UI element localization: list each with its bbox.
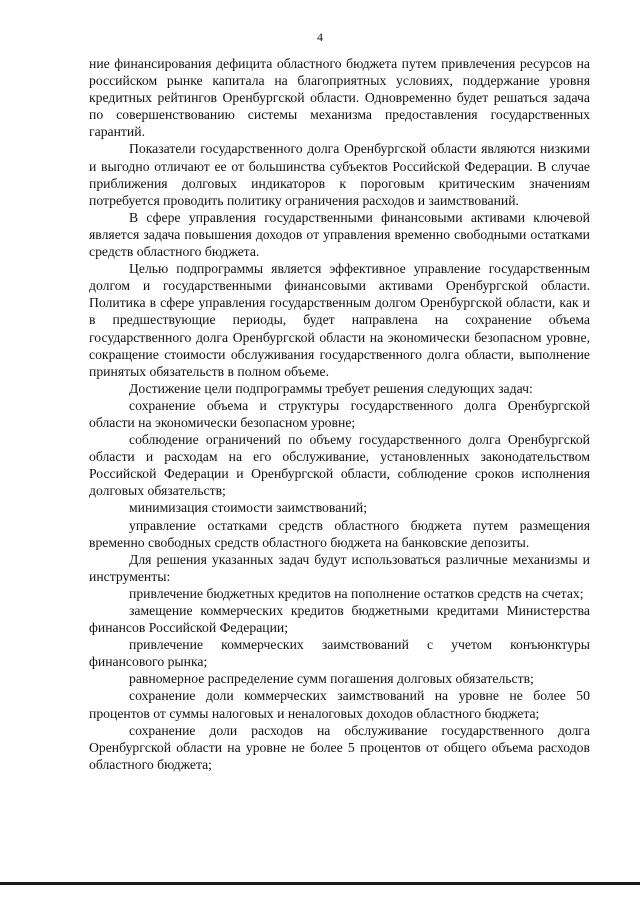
- tool-item: привлечение коммерческих заимствований с учетом конъюнктуры финансового рынка;: [89, 637, 590, 670]
- task-item: сохранение объема и структуры государственного долга Оренбургской области на экономически безопасном уровне;: [89, 397, 590, 430]
- tool-item: сохранение доли расходов на обслуживание государственного долга Оренбургской области на уровне не более 5 процентов от общего объема расходов областного бюджета;: [89, 722, 590, 772]
- paragraph-continuation: ние финансирования дефицита областного бюджета путем привлечения ресурсов на российском рынке капитала на благоприятных условиях, поддержание уровня кредитных рейтингов Оренбургской области. Одновременно будет решаться задача по совершенствованию системы механизма предоставления государственных гарантий.: [89, 56, 590, 140]
- paragraph-debt-indicators: Показатели государственного долга Оренбургской области являются низкими и выгодно отличают ее от большинства субъектов Российской Федерации. В случае приближения долговых индикаторов к пороговым критическим значениям потребуется проводить политику ограничения расходов и заимствований.: [89, 141, 590, 208]
- tool-item: равномерное распределение сумм погашения долговых обязательств;: [129, 671, 534, 687]
- tool-item: привлечение бюджетных кредитов на пополнение остатков средств на счетах;: [129, 585, 584, 601]
- tool-item: сохранение доли коммерческих заимствований на уровне не более 50 процентов от суммы налоговых и неналоговых доходов областного бюджета;: [89, 688, 590, 721]
- task-item: минимизация стоимости заимствований;: [129, 500, 368, 516]
- paragraph-tasks-intro: Достижение цели подпрограммы требует решения следующих задач:: [129, 380, 533, 396]
- task-item: соблюдение ограничений по объему государственного долга Оренбургской области и расходам на его обслуживание, установленных законодательством Российской Федерации и Оренбургской области, соблюдение сроков исполнения долговых обязательств;: [89, 432, 590, 499]
- paragraph-financial-assets: В сфере управления государственными финансовыми активами ключевой является задача повышения доходов от управления временно свободными остатками средств областного бюджета.: [89, 209, 590, 260]
- paragraph-tools-intro: Для решения указанных задач будут использоваться различные механизмы и инструменты:: [89, 551, 590, 584]
- bottom-divider: [0, 882, 640, 885]
- task-item: управление остатками средств областного бюджета путем размещения временно свободных средств областного бюджета на банковские депозиты.: [89, 517, 590, 550]
- tool-item: замещение коммерческих кредитов бюджетными кредитами Министерства финансов Российской Федерации;: [89, 603, 590, 636]
- document-body: [89, 55, 590, 773]
- page-number: 4: [317, 30, 323, 44]
- paragraph-subprogram-goal: Целью подпрограммы является эффективное управление государственным долгом и государственными финансовыми активами Оренбургской области. Политика в сфере управления государственным долгом Оренбургской области, как и в предшествующие периоды, будет направлена на сохранение объема государственного долга Оренбургской области на экономически безопасном уровне, сокращение стоимости обслуживания государственного долга области, выполнение принятых обязательств в полном объеме.: [89, 261, 590, 379]
